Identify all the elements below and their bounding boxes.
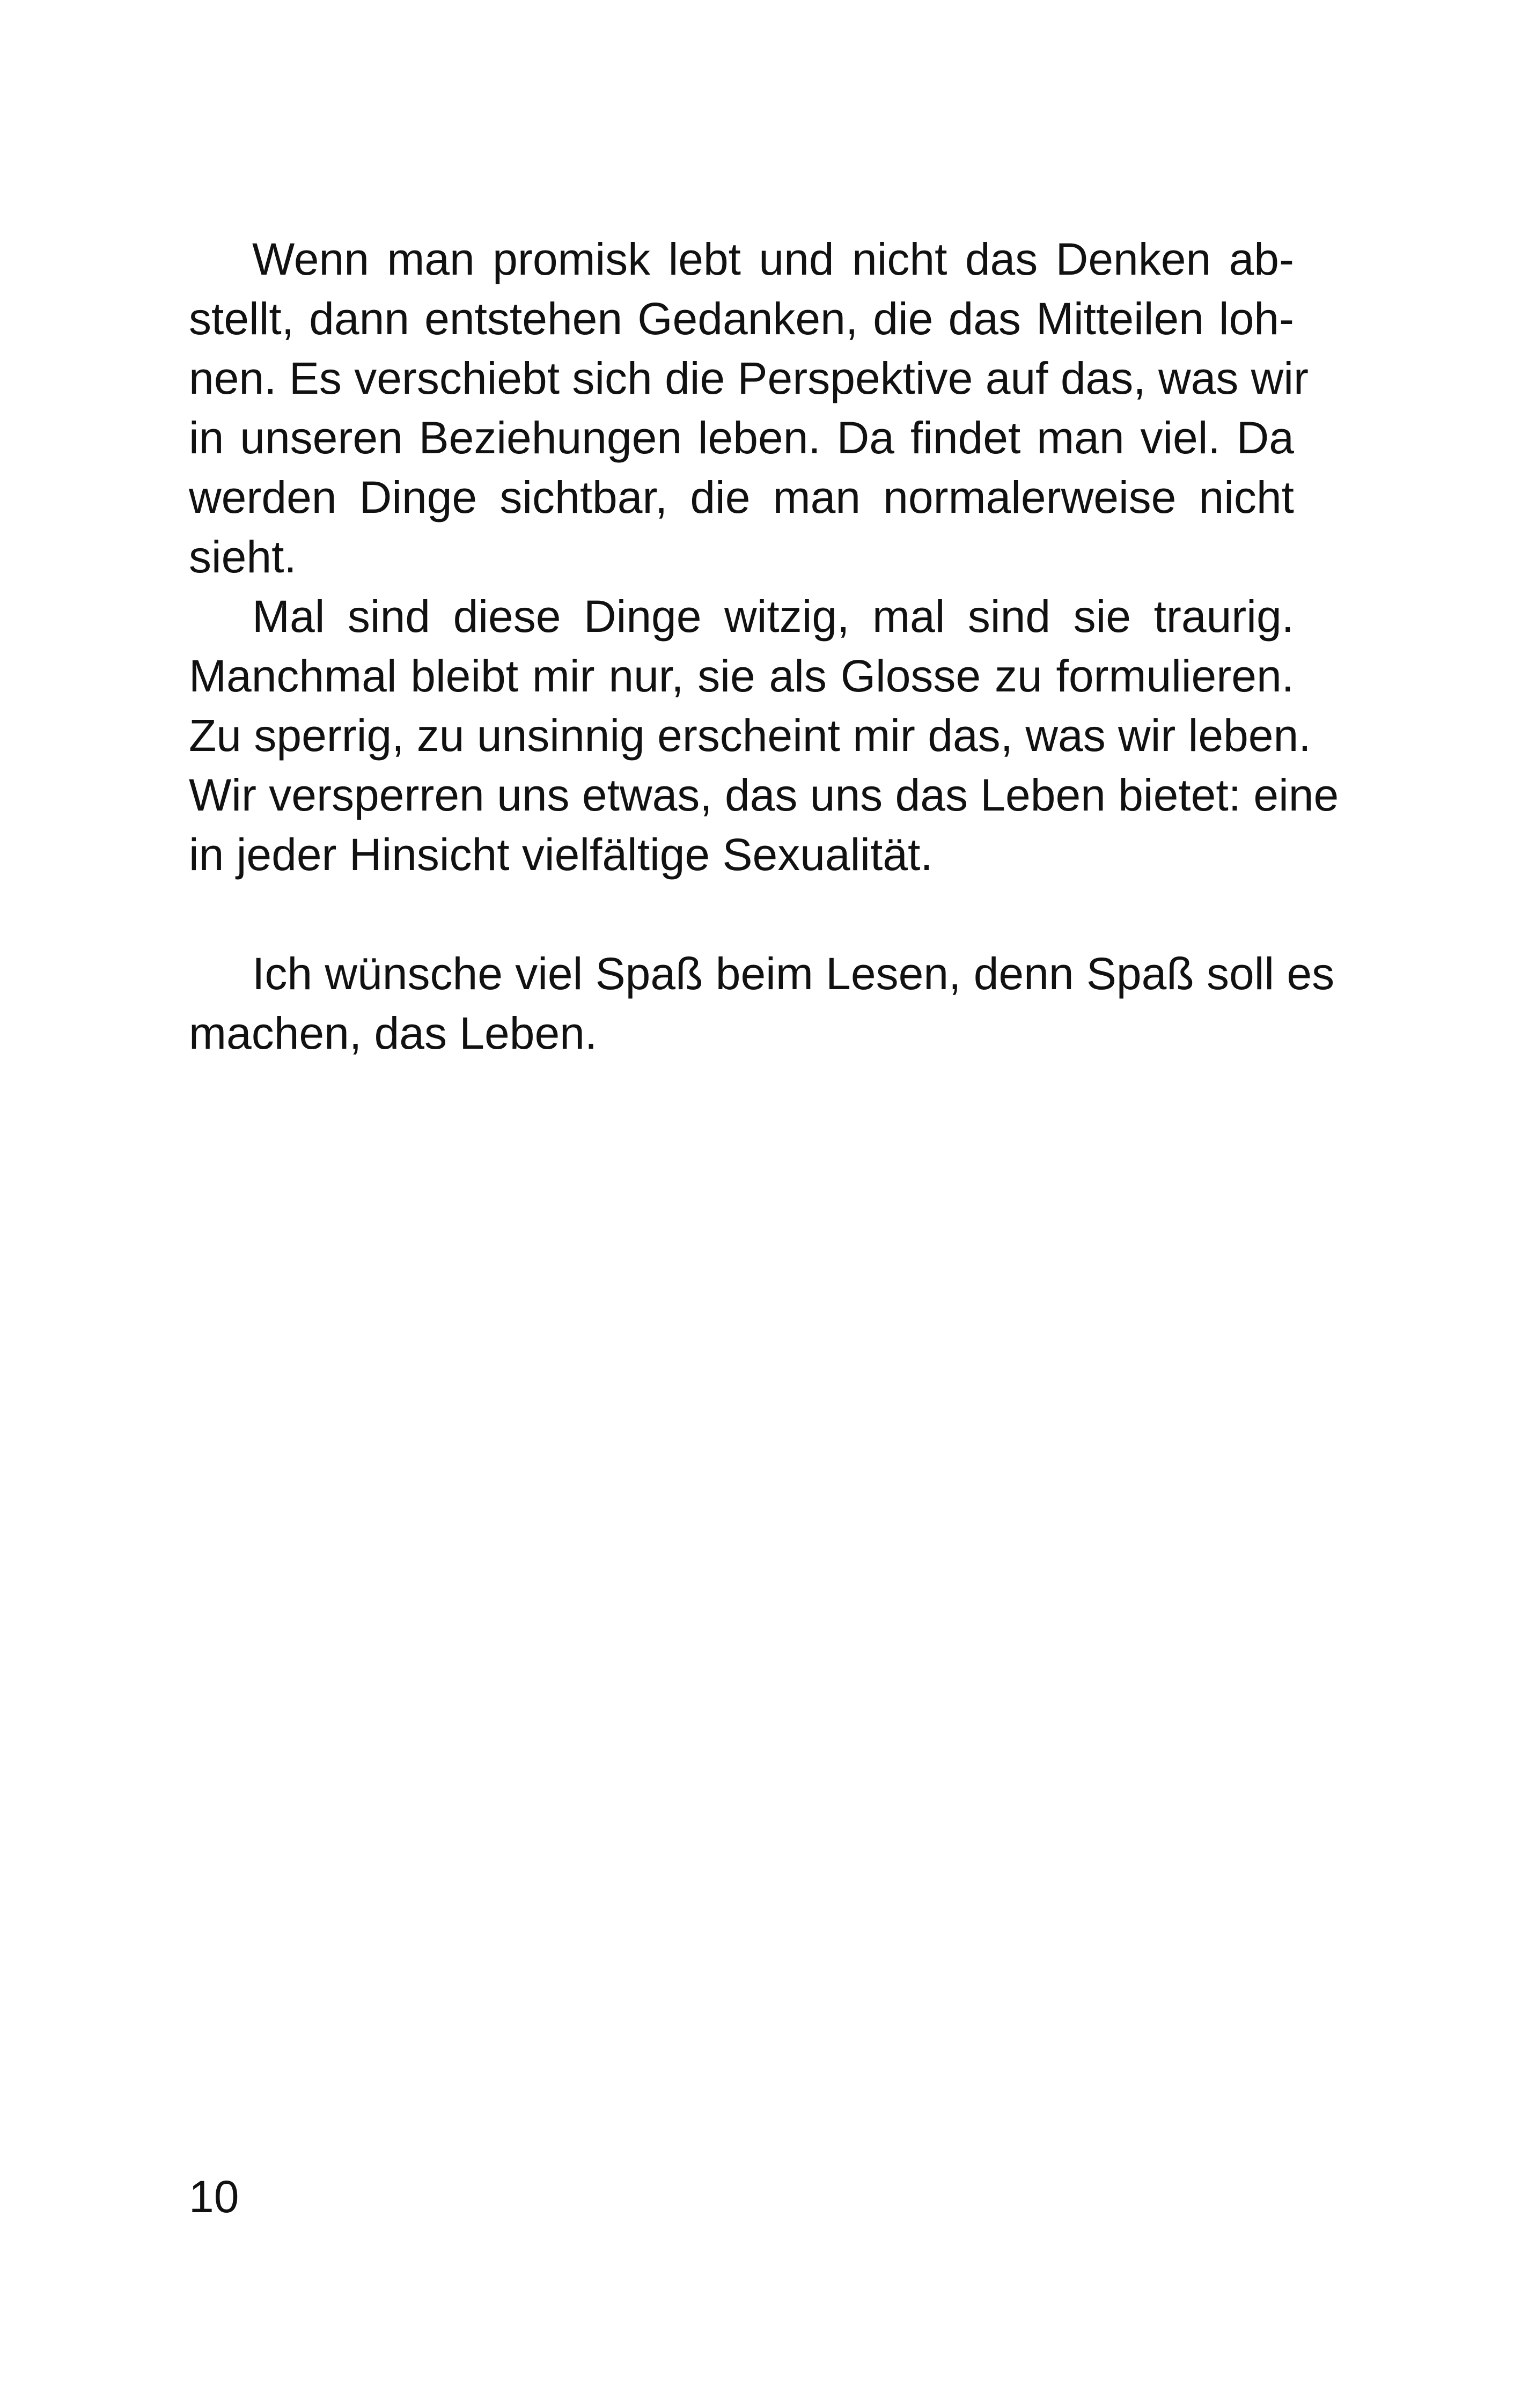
text-line: stellt, dann entstehen Gedanken, die das Mitteilen loh- xyxy=(189,293,1294,344)
text-line: nen. Es verschiebt sich die Perspektive auf das, was wir xyxy=(189,353,1309,403)
text-line: Manchmal bleibt mir nur, sie als Glosse zu formulieren. xyxy=(189,651,1294,701)
text-line: werden Dinge sichtbar, die man normalerweise nicht xyxy=(189,472,1294,522)
text-line: Wenn man promisk lebt und nicht das Denken ab- xyxy=(252,234,1294,284)
paragraph-3 xyxy=(189,944,1335,1063)
paragraph-1 xyxy=(189,230,1309,587)
paragraph-2 xyxy=(189,587,1339,885)
paragraph-spacer xyxy=(189,885,1294,944)
text-line: sieht. xyxy=(189,532,297,582)
text-line: in jeder Hinsicht vielfältige Sexualität. xyxy=(189,829,933,880)
page-number: 10 xyxy=(189,2171,239,2222)
text-line: Mal sind diese Dinge witzig, mal sind sie traurig. xyxy=(252,591,1294,642)
text-line: in unseren Beziehungen leben. Da findet man viel. Da xyxy=(189,413,1294,463)
text-line: Zu sperrig, zu unsinnig erscheint mir das, was wir leben. xyxy=(189,710,1311,761)
text-line: Ich wünsche viel Spaß beim Lesen, denn Spaß soll es xyxy=(252,948,1335,999)
text-line: machen, das Leben. xyxy=(189,1008,598,1058)
body-text xyxy=(189,230,1339,1063)
text-line: Wir versperren uns etwas, das uns das Leben bietet: eine xyxy=(189,770,1339,820)
